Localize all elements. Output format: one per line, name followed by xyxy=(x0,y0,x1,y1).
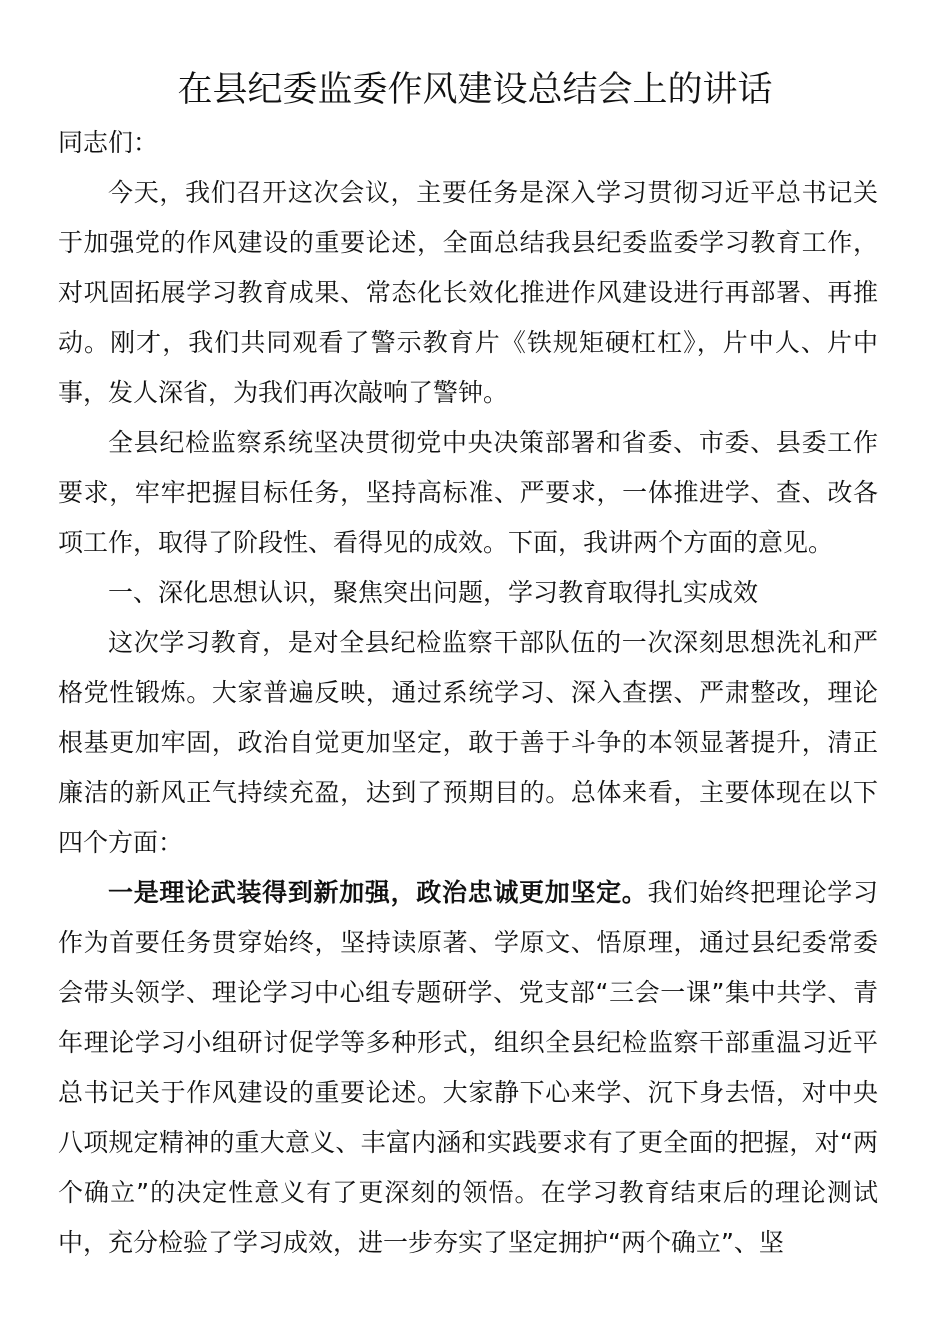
paragraph-overview: 这次学习教育，是对全县纪检监察干部队伍的一次深刻思想洗礼和严格党性锻炼。大家普遍反映，通过系统学习、深入查摆、严肃整改，理论根基更加牢固，政治自觉更加坚定，敢于善于斗争的本领显著提升，清正廉洁的新风正气持续充盈，达到了预期目的。总体来看，主要体现在以下四个方面： xyxy=(58,628,878,857)
salutation: 同志们： xyxy=(58,128,159,157)
document-title: 在县纪委监委作风建设总结会上的讲话 xyxy=(177,70,773,110)
paragraph-point-1 xyxy=(58,868,878,1268)
document-body xyxy=(58,118,878,1268)
point-1-lead: 一是理论武装得到新加强，政治忠诚更加坚定。 xyxy=(108,878,648,907)
point-1-body: 我们始终把理论学习作为首要任务贯穿始终，坚持读原著、学原文、悟原理，通过县纪委常委会带头领学、理论学习中心组专题研学、党支部“三会一课”集中共学、青年理论学习小组研讨促学等多种形式，组织全县纪检监察干部重温习近平总书记关于作风建设的重要论述。大家静下心来学、沉下身去悟，对中央八项规定精神的重大意义、丰富内涵和实践要求有了更全面的把握，对“两个确立”的决定性意义有了更深刻的领悟。在学习教育结束后的理论测试中，充分检验了学习成效，进一步夯实了坚定拥护“两个确立”、坚 xyxy=(58,878,878,1257)
section-heading-1: 一、深化思想认识，聚焦突出问题，学习教育取得扎实成效 xyxy=(108,578,759,607)
paragraph-intro: 今天，我们召开这次会议，主要任务是深入学习贯彻习近平总书记关于加强党的作风建设的重要论述，全面总结我县纪委监委学习教育工作，对巩固拓展学习教育成果、常态化长效化推进作风建设进行再部署、再推动。刚才，我们共同观看了警示教育片《铁规矩硬杠杠》，片中人、片中事，发人深省，为我们再次敲响了警钟。 xyxy=(58,178,878,407)
paragraph-summary: 全县纪检监察系统坚决贯彻党中央决策部署和省委、市委、县委工作要求，牢牢把握目标任务，坚持高标准、严要求，一体推进学、查、改各项工作，取得了阶段性、看得见的成效。下面，我讲两个方面的意见。 xyxy=(58,428,878,557)
